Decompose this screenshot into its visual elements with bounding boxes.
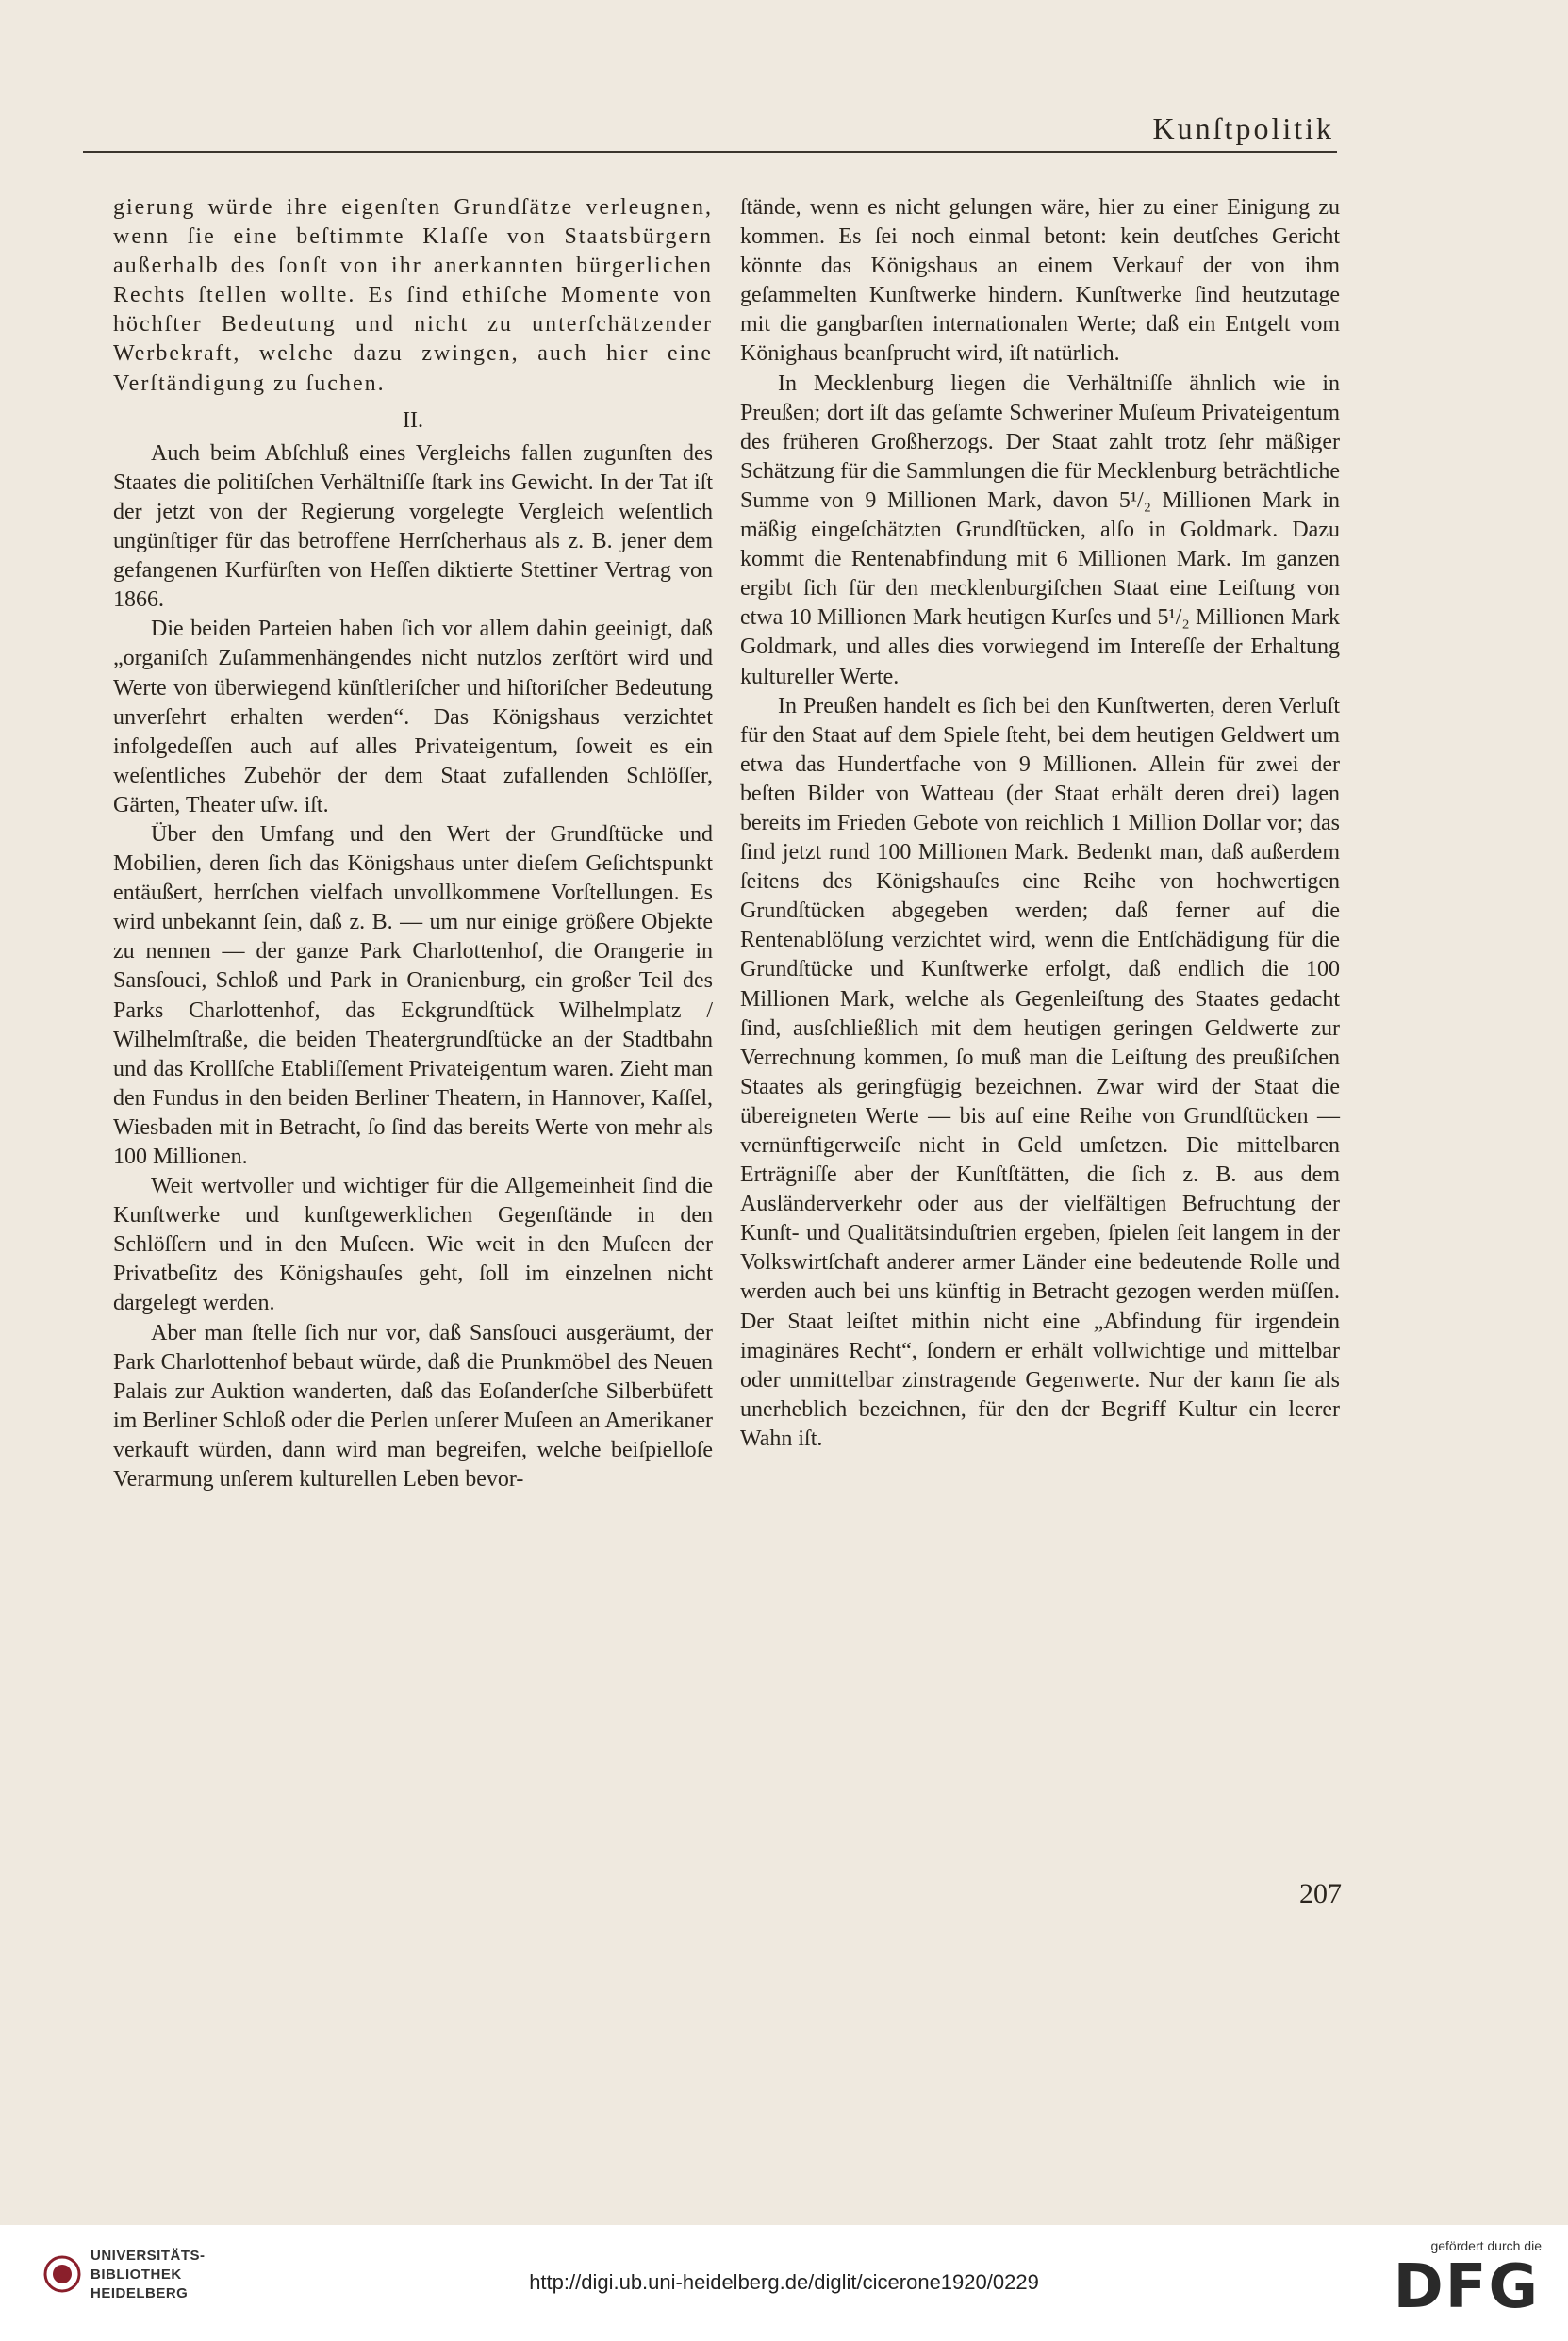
header-rule — [83, 151, 1337, 153]
paragraph: Weit wertvoller und wichtiger für die Allgemeinheit ſind die Kunſtwerke und kunſtgewerklichen Gegenſtände in den Schlöſſern und in den Muſeen. Wie weit in den Muſeen der Privatbeſitz des Königshauſes geht, ſoll im einzelnen nicht dargelegt werden. — [113, 1174, 713, 1316]
paragraph: Die beiden Parteien haben ſich vor allem dahin geeinigt, daß „organiſch Zuſammenhängendes nicht nutzlos zerſtört wird und Werte von überwiegend künſtleriſcher und hiſtoriſcher Bedeutung unverſehrt erhalten werden“. Das Königshaus verzichtet infolgedeſſen auch auf alles Privateigentum, ſoweit es ein weſentliches Zubehör der dem Staat zufallenden Schlöſſer, Gärten, Theater uſw. iſt. — [113, 617, 713, 817]
paragraph: gierung würde ihre eigenſten Grundſätze verleugnen, wenn ſie eine beſtimmte Klaſſe von Staatsbürgern außerhalb des ſonſt von ihr anerkannten bürgerlichen Rechts ſtellen wollte. Es ſind ethiſche Momente von höchſter Bedeutung und nicht zu unterſchätzender Werbekraft, welche dazu zwingen, auch hier eine Verſtändigung zu ſuchen. — [113, 195, 713, 396]
institution-name-line: BIBLIOTHEK — [91, 2267, 182, 2283]
paragraph: Über den Umfang und den Wert der Grundſtücke und Mobilien, deren ſich das Königshaus unter dieſem Geſichtspunkt entäußert, herrſchen vielfach unvollkommene Vorſtellungen. Es wird unbekannt ſein, daß z. B. — um nur einige größere Objekte zu nennen — der ganze Park Charlottenhof, die Orangerie in Sansſouci, Schloß und Park in Oranienburg, ein großer Teil des Parks Charlottenhof, das Eckgrundſtück Wilhelmplatz / Wilhelmſtraße, die beiden Theatergrundſtücke an der Stadtbahn und das Krollſche Etabliſſement Privateigentum waren. Zieht man den Fundus in den beiden Berliner Theatern, in Hannover, Kaſſel, Wiesbaden mit in Betracht, ſo ſind das bereits Werte von mehr als 100 Millionen. — [113, 821, 713, 1169]
permalink-url[interactable]: http://digi.ub.uni-heidelberg.de/diglit/cicerone1920/0229 — [529, 2270, 1039, 2294]
institution-name-line: HEIDELBERG — [91, 2285, 189, 2301]
funding-caption: gefördert durch die — [1430, 2238, 1542, 2253]
paragraph: Auch beim Abſchluß eines Vergleichs fallen zugunſten des Staates die politiſchen Verhältniſſe ſtark ins Gewicht. In der Tat iſt der jetzt von der Regierung vorgelegte Vergleich weſentlich ungünſtiger für das betroffene Herrſcherhaus als z. B. jener dem gefangenen Kurfürſten von Heſſen diktierte Stettiner Vertrag von 1866. — [113, 440, 713, 613]
running-header: Kunſtpolitik — [1152, 111, 1334, 145]
institution-name-line: UNIVERSITÄTS- — [91, 2248, 206, 2264]
dfg-logo: DFG — [1393, 2252, 1540, 2322]
page-number: 207 — [1299, 1878, 1342, 1909]
section-number: II. — [403, 407, 423, 433]
paragraph: ſtände, wenn es nicht gelungen wäre, hier zu einer Einigung zu kommen. Es ſei noch einmal betont: kein deutſches Gericht könnte das Königshaus an einem Verkauf der von ihm geſammelten Kunſtwerke hindern. Kunſtwerke ſind heutzutage mit die gangbarſten internationalen Werte; daß ein Entgelt vom Könighaus beanſprucht wird, iſt natürlich. — [740, 195, 1340, 367]
right-text-column — [740, 193, 1340, 1454]
paragraph: Aber man ſtelle ſich nur vor, daß Sansſouci ausgeräumt, der Park Charlottenhof bebaut würde, daß die Prunkmöbel des Neuen Palais zur Auktion wanderten, daß das Eoſanderſche Silberbüfett im Berliner Schloß oder die Perlen unſerer Muſeen an Amerikaner verkauft würden, dann wird man begreifen, welche beiſpielloſe Verarmung unſerem kulturellen Leben bevor- — [113, 1320, 713, 1492]
paragraph: In Preußen handelt es ſich bei den Kunſtwerten, deren Verluſt für den Staat auf dem Spiele ſteht, bei dem heutigen Geldwert um etwa das Hundertfache von 9 Millionen. Allein für zwei der beſten Bilder von Watteau (der Staat erhält deren drei) lagen bereits im Frieden Gebote von reichlich 1 Million Dollar vor; das ſind jetzt rund 100 Millionen Mark. Bedenkt man, daß außerdem ſeitens des Königshauſes eine Reihe von hochwertigen Grundſtücken abgegeben werden; daß ferner auf die Rentenablöſung verzichtet wird, wenn die Entſchädigung für die Grundſtücke und Kunſtwerke erfolgt, daß endlich die 100 Millionen Mark, welche als Gegenleiſtung des Staates gedacht ſind, ausſchließlich mit dem heutigen geringen Geldwerte zur Verrechnung kommen, ſo muß man die Leiſtung des preußiſchen Staates als geringfügig bezeichnen. Zwar wird der Staat die übereigneten Werte — bis auf eine Reihe von Grundſtücken — vernünftigerweiſe nicht in Geld umſetzen. Die mittelbaren Erträgniſſe aber der Kunſtſtätten, die ſich z. B. aus dem Ausländerverkehr oder aus der vielfältigen Befruchtung der Kunſt- und Qualitätsinduſtrien ergeben, ſpielen ſeit langem in der Volkswirtſchaft anderer armer Länder eine bedeutende Rolle und werden auch bei uns künftig in Betracht gezogen werden müſſen. Der Staat leiſtet mithin nicht eine „Abfindung für irgendein imaginäres Recht“, ſondern er erhält vollwichtige und mittelbar oder unmittelbar zinstragende Gegenwerte. Nur der kann ſie als unerheblich bezeichnen, für den der Begriff Kultur ein leerer Wahn iſt. — [740, 693, 1340, 1451]
paragraph: In Mecklenburg liegen die Verhältniſſe ähnlich wie in Preußen; dort iſt das geſamte Schweriner Muſeum Privateigentum des früheren Großherzogs. Der Staat zahlt trotz ſehr mäßiger Schätzung für die Sammlungen die für Mecklenburg beträchtliche Summe von 9 Millionen Mark, davon 5¹/₂ Millionen Mark in mäßig eingeſchätzten Grundſtücken, alſo in Goldmark. Dazu kommt die Rentenabfindung mit 6 Millionen Mark. Im ganzen ergibt ſich für den mecklenburgiſchen Staat eine Leiſtung von etwa 10 Millionen Mark heutigen Kurſes und 5¹/₂ Millionen Mark Goldmark, und alles dies vorwiegend im Intereſſe der Erhaltung kultureller Werte. — [740, 371, 1340, 689]
left-text-column — [113, 193, 713, 1494]
